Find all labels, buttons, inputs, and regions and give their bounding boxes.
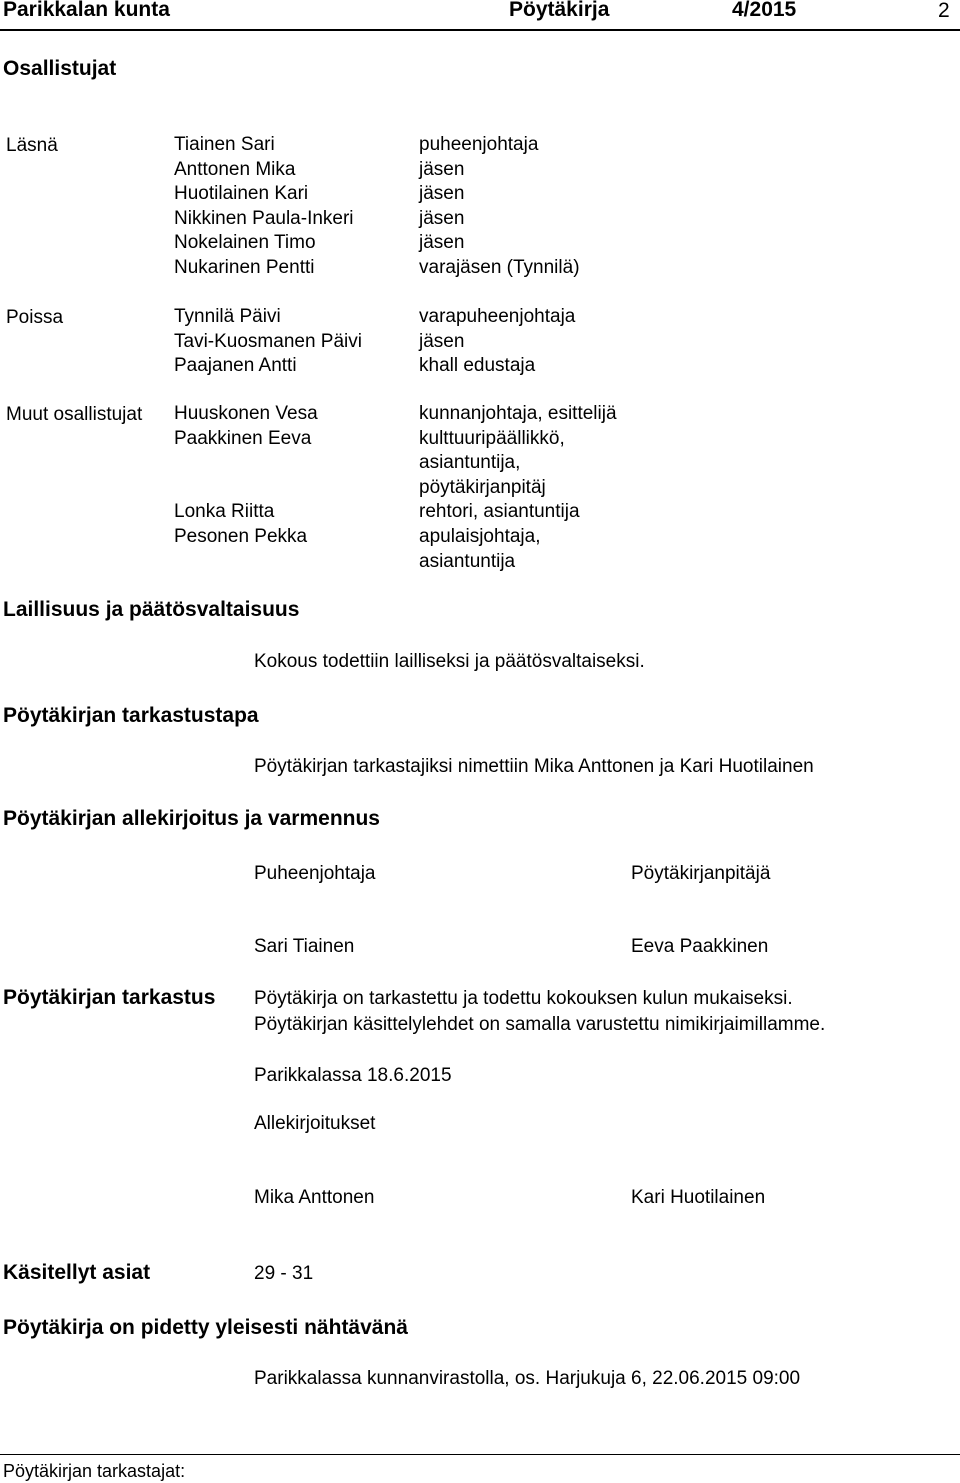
header-rule [0,29,960,31]
others-roles [419,402,617,574]
list-item: asiantuntija [419,550,516,572]
header-number: 4/2015 [732,0,797,21]
list-item: asiantuntija, [419,452,521,474]
secretary-label: Pöytäkirjanpitäjä [631,863,771,884]
review-title: Pöytäkirjan tarkastus [3,986,216,1009]
signatures-label: Allekirjoitukset [254,1113,376,1134]
footer-rule [0,1454,960,1455]
header-doc-type: Pöytäkirja [509,0,610,21]
reviewer-2-name: Kari Huotilainen [631,1187,766,1208]
header-page-number: 2 [938,0,950,22]
list-item: rehtori, asiantuntija [419,501,580,523]
signing-title: Pöytäkirjan allekirjoitus ja varmennus [3,807,380,830]
list-item [174,476,318,501]
list-item: Tiainen Sari [174,134,275,155]
others-names [174,402,318,550]
review-line-1: Pöytäkirja on tarkastettu ja todettu kokouksen kulun mukaiseksi. [254,988,793,1009]
list-item [174,451,318,476]
review-place-date: Parikkalassa 18.6.2015 [254,1065,452,1086]
list-item: Huuskonen Vesa [174,403,318,424]
handled-value: 29 - 31 [254,1263,314,1284]
list-item: apulaisjohtaja, [419,525,541,547]
participants-title: Osallistujat [3,57,117,80]
list-item: jäsen [419,232,465,254]
list-item: kulttuuripäällikkö, [419,427,565,449]
header-municipality: Parikkalan kunta [3,0,170,21]
list-item: jäsen [419,330,465,352]
legality-title: Laillisuus ja päätösvaltaisuus [3,598,300,621]
list-item: Lonka Riitta [174,501,275,523]
list-item: pöytäkirjanpitäj [419,476,546,498]
chair-label: Puheenjohtaja [254,863,376,884]
list-item: Huotilainen Kari [174,183,309,205]
list-item: kunnanjohtaja, esittelijä [419,403,617,424]
absent-label: Poissa [6,307,64,328]
list-item: varapuheenjohtaja [419,306,576,327]
review-method-text: Pöytäkirjan tarkastajiksi nimettiin Mika Anttonen ja Kari Huotilainen [254,756,814,777]
handled-title: Käsitellyt asiat [3,1261,151,1284]
reviewer-1-name: Mika Anttonen [254,1187,375,1208]
list-item: jäsen [419,183,465,205]
others-label: Muut osallistujat [6,404,143,425]
list-item: khall edustaja [419,355,536,377]
review-method-title: Pöytäkirjan tarkastustapa [3,704,259,727]
list-item: puheenjohtaja [419,134,539,155]
list-item: varajäsen (Tynnilä) [419,256,580,278]
present-names [174,133,354,281]
public-text: Parikkalassa kunnanvirastolla, os. Harjukuja 6, 22.06.2015 09:00 [254,1368,801,1389]
list-item: Paakkinen Eeva [174,427,312,449]
list-item: Nokelainen Timo [174,232,316,254]
list-item: Pesonen Pekka [174,525,308,547]
list-item: Tavi-Kuosmanen Päivi [174,330,362,352]
chair-name: Sari Tiainen [254,936,355,957]
list-item: Nukarinen Pentti [174,256,315,278]
list-item: jäsen [419,158,465,180]
review-line-2: Pöytäkirjan käsittelylehdet on samalla varustettu nimikirjaimillamme. [254,1014,826,1035]
list-item: Anttonen Mika [174,158,296,180]
public-title: Pöytäkirja on pidetty yleisesti nähtävänä [3,1316,408,1339]
secretary-name: Eeva Paakkinen [631,936,769,957]
list-item: jäsen [419,207,465,229]
list-item: Tynnilä Päivi [174,306,281,327]
present-roles [419,133,580,281]
footer-text: Pöytäkirjan tarkastajat: [3,1461,186,1481]
absent-roles [419,305,575,379]
present-label: Läsnä [6,135,58,156]
legality-text: Kokous todettiin lailliseksi ja päätösvaltaiseksi. [254,651,645,672]
list-item: Paajanen Antti [174,355,297,377]
absent-names [174,305,362,379]
list-item: Nikkinen Paula-Inkeri [174,207,354,229]
